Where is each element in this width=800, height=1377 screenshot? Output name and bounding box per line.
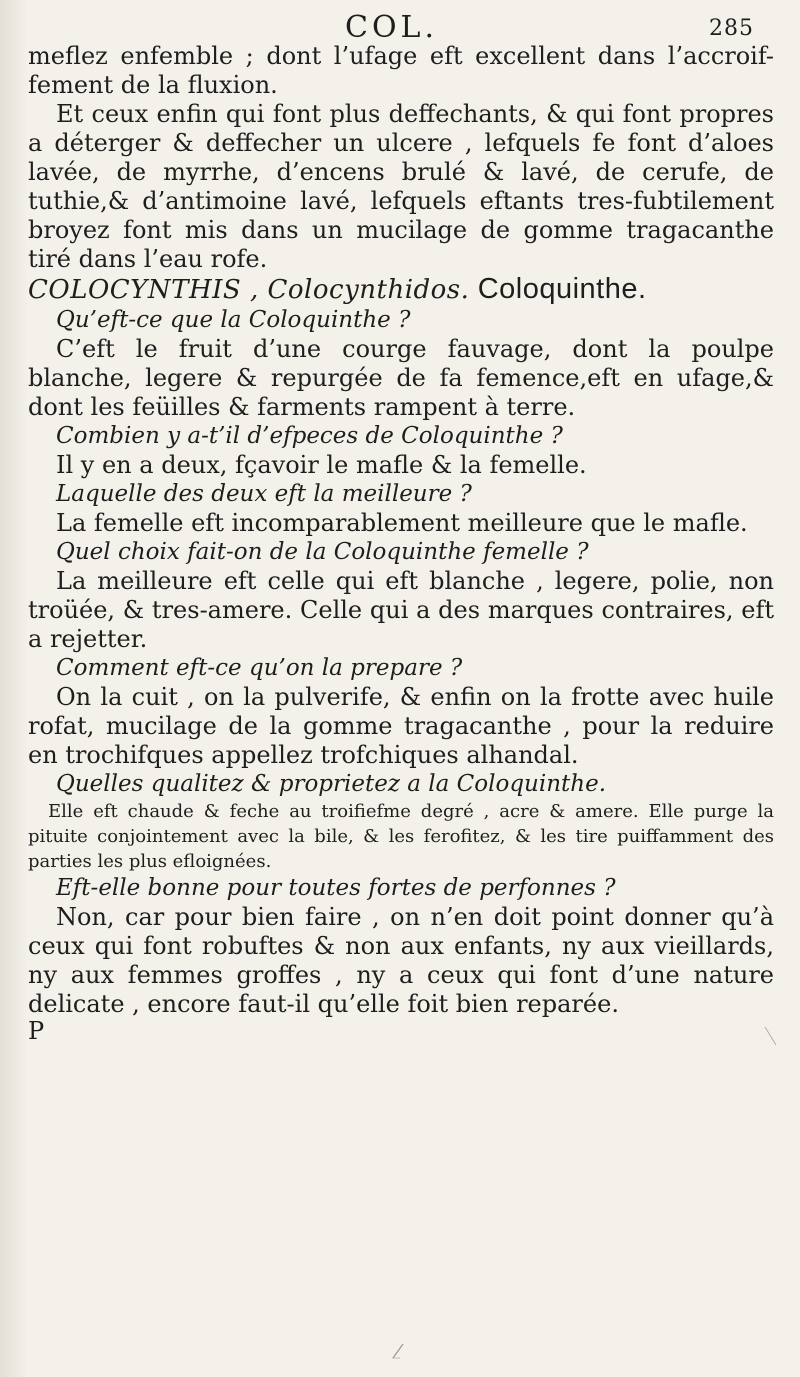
entry-heading-latin: COLOCYNTHIS , Colocynthidos. xyxy=(28,275,470,305)
paragraph: Et ceux enfin qui font plus deffechants, & qui font propres a déterger & deffecher un ulcere , lefquels fe font d’aloes lavée, de myrrhe, d’encens brulé & lavé, de cerufe, de tuthie,& d’antimoine lavé, lefquels eftants tres-fubtilement broyez font mis dans un mucilage de gomme tragacanthe tiré dans l’eau rofe. xyxy=(28,100,774,273)
answer: La femelle eft incomparablement meilleure que le mafle. xyxy=(56,509,748,537)
question: Comment eft-ce qu’on la prepare ? xyxy=(56,655,463,681)
page-number: 285 xyxy=(709,16,754,41)
question: Combien y a-t’il d’efpeces de Coloquinthe ? xyxy=(56,423,563,449)
ink-smudge-icon xyxy=(390,1340,406,1360)
question: Eft-elle bonne pour toutes fortes de perfonnes ? xyxy=(56,875,616,901)
answer: Non, car pour bien faire , on n’en doit point donner qu’à ceux qui font robuftes & non aux enfants, ny aux vieillards, ny aux femmes groffes , ny a ceux qui font d’une nature delicate , encore faut-il qu’elle foit bien reparée. xyxy=(28,903,774,1018)
answer-small-print: Elle eft chaude & feche au troifiefme degré , acre & amere. Elle purge la pituite conjointement avec la bile, & les ferofitez, & les tire puiffamment des parties les plus efloignées. xyxy=(28,801,774,872)
answer: C’eft le fruit d’une courge fauvage, dont la poulpe blanche, legere & repurgée de fa femence,eft en ufage,& dont les feüilles & farments rampent à terre. xyxy=(28,335,774,421)
signature-mark: P xyxy=(28,1017,45,1045)
question: Quelles qualitez & proprietez a la Coloquinthe. xyxy=(56,771,607,797)
question: Qu’eft-ce que la Coloquinthe ? xyxy=(56,307,411,333)
answer: Il y en a deux, fçavoir le mafle & la femelle. xyxy=(56,451,587,479)
page-edge-shading xyxy=(0,0,28,1377)
entry-heading-french: Coloquinthe. xyxy=(477,273,647,305)
question: Quel choix fait-on de la Coloquinthe femelle ? xyxy=(56,539,589,565)
ink-smudge-icon xyxy=(762,1025,780,1049)
page-text xyxy=(28,42,774,1046)
answer: La meilleure eft celle qui eft blanche , legere, polie, non troüée, & tres-amere. Celle qui a des marques contraires, eft a rejetter. xyxy=(28,567,774,653)
entry-heading xyxy=(28,274,774,306)
continued-paragraph: meflez enfemble ; dont l’ufage eft excellent dans l’accroif-fement de la fluxion. xyxy=(28,42,774,99)
answer: On la cuit , on la pulverife, & enfin on la frotte avec huile rofat, mucilage de la gomme tragacanthe , pour la reduire en trochifques appellez trofchiques alhandal. xyxy=(28,683,774,769)
running-head: COL. xyxy=(345,10,439,45)
question: Laquelle des deux eft la meilleure ? xyxy=(56,481,472,507)
